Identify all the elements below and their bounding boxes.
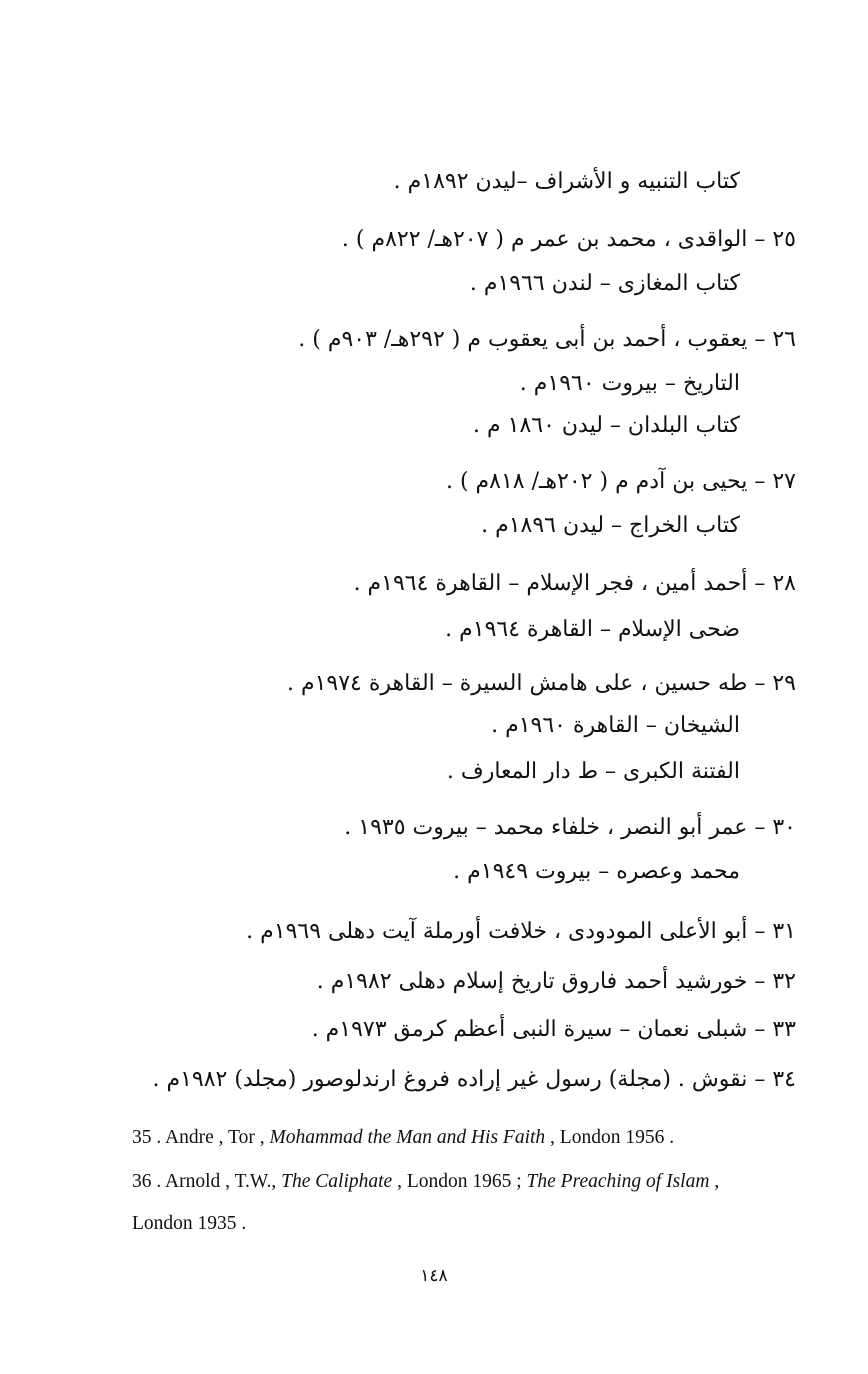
- arabic-line: ٢٨ – أحمد أمين ، فجر الإسلام – القاهرة ١٩٦٤م .: [353, 571, 796, 596]
- arabic-line: ٣٢ – خورشيد أحمد فاروق تاريخ إسلام دهلى ١٩٨٢م .: [316, 969, 796, 994]
- arabic-line: التاريخ – بيروت ١٩٦٠م .: [519, 371, 740, 396]
- ref35-prefix: 35 . Andre , Tor ,: [132, 1127, 270, 1148]
- ref36-title2: The Preaching of Islam: [526, 1171, 710, 1192]
- page-number: ١٤٨: [420, 1266, 448, 1286]
- arabic-line: ٢٦ – يعقوب ، أحمد بن أبى يعقوب م ( ٢٩٢هـ/ ٩٠٣م ) .: [298, 327, 796, 352]
- arabic-line: ٣٠ – عمر أبو النصر ، خلفاء محمد – بيروت ١٩٣٥ .: [344, 815, 796, 840]
- arabic-line: كتاب المغازى – لندن ١٩٦٦م .: [469, 271, 740, 296]
- ref36-title1: The Caliphate: [281, 1171, 393, 1192]
- ref35-suffix: , London 1956 .: [545, 1127, 675, 1148]
- reference-35: [132, 1124, 674, 1152]
- arabic-line: ضحى الإسلام – القاهرة ١٩٦٤م .: [445, 617, 740, 642]
- arabic-line: كتاب الخراج – ليدن ١٨٩٦م .: [481, 513, 740, 538]
- arabic-line: ٣٤ – نقوش . (مجلة) رسول غير إراده فروغ ارندلوصور (مجلد) ١٩٨٢م .: [152, 1067, 796, 1092]
- arabic-line: كتاب التنبيه و الأشراف –ليدن ١٨٩٢م .: [393, 169, 740, 194]
- arabic-line: محمد وعصره – بيروت ١٩٤٩م .: [453, 859, 740, 884]
- reference-36-line2: London 1935 .: [132, 1213, 247, 1234]
- arabic-line: ٢٧ – يحيى بن آدم م ( ٢٠٢هـ/ ٨١٨م ) .: [445, 469, 796, 494]
- arabic-line: كتاب البلدان – ليدن ١٨٦٠ م .: [473, 413, 740, 438]
- arabic-line: الفتنة الكبرى – ط دار المعارف .: [446, 759, 740, 784]
- arabic-line: ٢٩ – طه حسين ، على هامش السيرة – القاهرة ١٩٧٤م .: [286, 671, 796, 696]
- ref36-suffix: ,: [709, 1171, 720, 1192]
- arabic-line: ٣١ – أبو الأعلى المودودى ، خلافت أورملة آيت دهلى ١٩٦٩م .: [246, 919, 796, 944]
- arabic-line: ٢٥ – الواقدى ، محمد بن عمر م ( ٢٠٧هـ/ ٨٢٢م ) .: [341, 227, 796, 252]
- arabic-line: ٣٣ – شبلى نعمان – سيرة النبى أعظم كرمق ١٩٧٣م .: [311, 1017, 796, 1042]
- ref35-title: Mohammad the Man and His Faith: [269, 1127, 546, 1148]
- ref36-middle: , London 1965 ;: [392, 1171, 527, 1192]
- ref36-prefix: 36 . Arnold , T.W.,: [132, 1171, 282, 1192]
- reference-36: [132, 1168, 719, 1196]
- arabic-line: الشيخان – القاهرة ١٩٦٠م .: [491, 713, 740, 738]
